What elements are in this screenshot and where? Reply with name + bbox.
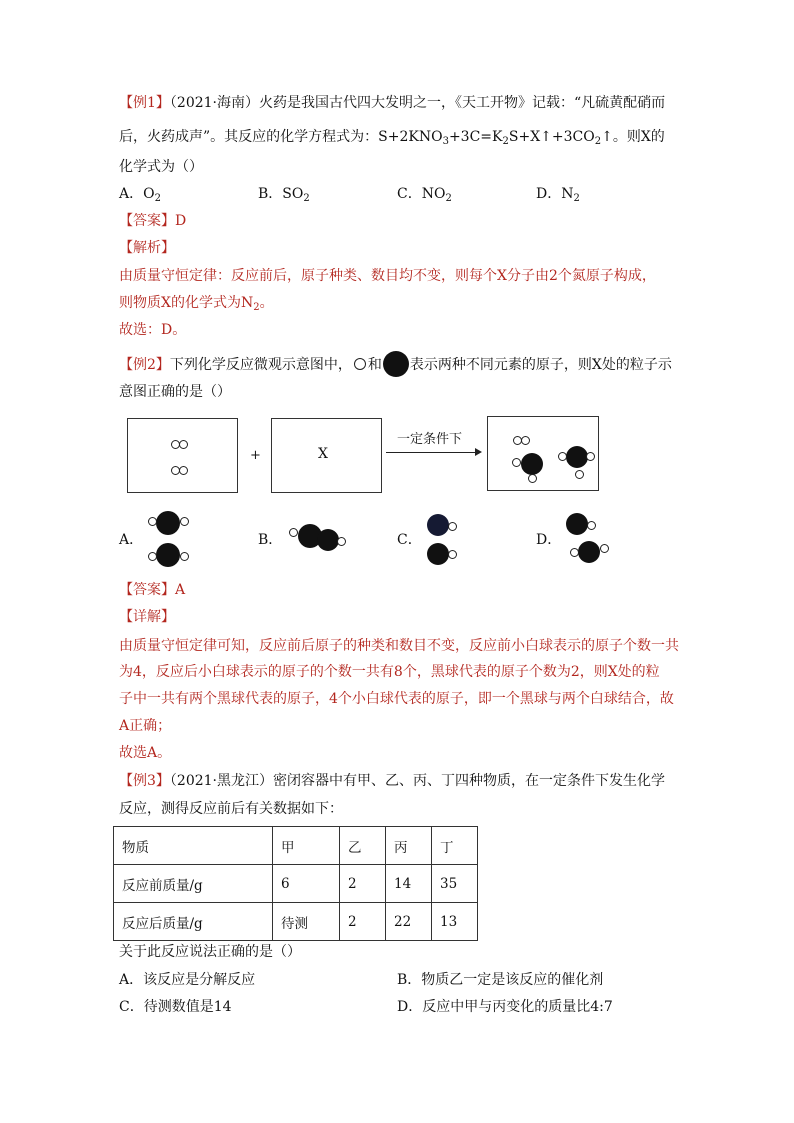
reactant-box-x (271, 418, 382, 493)
table-row: 反应前质量/g 6 2 14 35 (114, 865, 478, 903)
ex2-option-c-label: C． (397, 532, 422, 548)
ex2-option-a-molecules (145, 508, 195, 568)
product-box (487, 416, 599, 491)
reactant-box-1 (127, 418, 238, 493)
ex1-answer: 【答案】D (119, 213, 187, 229)
ex1-option-d: D．$N_2$ (536, 186, 580, 204)
ex3-line1: 【例3】（2021·黑龙江）密闭容器中有甲、乙、丙、丁四种物质，在一定条件下发生化学 (119, 773, 665, 789)
ex2-option-b-molecules (287, 520, 357, 556)
ex3-tag: 【例3】 (119, 773, 170, 789)
table-header-row: 物质 甲 乙 丙 丁 (114, 827, 478, 865)
ex2-option-c-molecules (420, 510, 470, 570)
table-row: 反应后质量/g 待测 2 22 13 (114, 903, 478, 941)
ex1-line3: 化学式为（） (119, 159, 203, 175)
ex1-line1: 【例1】（2021·海南）火药是我国古代四大发明之一，《天工开物》记载：“凡硫黄配硝而 (119, 95, 666, 111)
reaction-condition: 一定条件下 (397, 432, 463, 447)
arrow-head-icon (475, 448, 482, 456)
ex3-option-b: B．物质乙一定是该反应的催化剂 (397, 972, 604, 988)
ex3-option-c: C．待测数值是14 (119, 999, 232, 1015)
ex1-analysis-line1: 由质量守恒定律：反应前后，原子种类、数目均不变，则每个X分子由2个氮原子构成， (119, 268, 656, 284)
ex3-option-a: A．该反应是分解反应 (119, 972, 256, 988)
ex2-tag: 【例2】 (119, 357, 170, 373)
white-atom-icon (354, 358, 366, 370)
ex1-line2: 后，火药成声”。其反应的化学方程式为：$S+2KNO_3+3C=K_2S+X↑+3CO_2↑$。则X的 (119, 129, 665, 147)
ex1-option-b: B．$SO_2$ (258, 186, 310, 204)
x-label: X (318, 446, 328, 462)
mass-data-table (113, 826, 478, 941)
reaction-arrow (386, 452, 478, 453)
ex1-tag: 【例1】 (119, 95, 170, 111)
ex2-detail-line3: 子中一共有两个黑球代表的原子，4个小白球代表的原子，即一个黑球与两个白球结合，故 (119, 691, 674, 707)
ex2-conclusion: 故选A。 (119, 745, 172, 761)
ex2-answer: 【答案】A (119, 582, 186, 598)
ex2-line1: 【例2】下列化学反应微观示意图中， 和 表示两种不同元素的原子，则X处的粒子示 (119, 351, 672, 377)
plus-sign: + (250, 448, 261, 463)
ex2-option-d-molecules (560, 508, 620, 568)
ex2-line2: 意图正确的是（） (119, 384, 231, 400)
ex3-line2: 反应，测得反应前后有关数据如下： (119, 801, 343, 817)
ex1-analysis-label: 【解析】 (119, 240, 175, 256)
ex1-option-c: C．$NO_2$ (397, 186, 452, 204)
ex2-detail-line1: 由质量守恒定律可知，反应前后原子的种类和数目不变，反应前小白球表示的原子个数一共 (119, 638, 679, 654)
ex2-detail-line4: A正确； (119, 718, 172, 734)
ex1-option-a: A．$O_2$ (119, 186, 161, 204)
ex2-detail-line2: 为4，反应后小白球表示的原子的个数一共有8个，黑球代表的原子个数为2，则X处的粒 (119, 664, 660, 680)
ex3-question: 关于此反应说法正确的是（） (119, 944, 301, 960)
ex2-option-b-label: B． (258, 532, 283, 548)
ex1-conclusion: 故选：D。 (119, 322, 187, 338)
ex1-analysis-line2: 则物质X的化学式为$N_2$。 (119, 295, 274, 313)
black-atom-icon (383, 351, 409, 377)
ex2-option-d-label: D． (536, 532, 562, 548)
ex2-detail-label: 【详解】 (119, 609, 175, 625)
ex2-option-a-label: A． (119, 532, 144, 548)
ex3-option-d: D．反应中甲与丙变化的质量比4:7 (397, 999, 613, 1015)
